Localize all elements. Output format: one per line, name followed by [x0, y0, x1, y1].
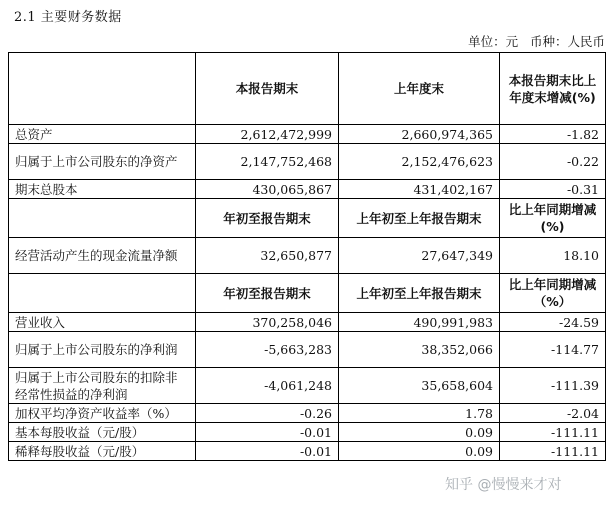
- header-ytd: 年初至报告期末: [196, 274, 339, 313]
- row-label: 基本每股收益（元/股）: [9, 423, 196, 442]
- value-prior: 431,402,167: [339, 180, 500, 199]
- value-current: -0.26: [196, 404, 339, 423]
- row-label: 营业收入: [9, 313, 196, 332]
- watermark: 知乎 @慢慢来才对: [445, 477, 562, 493]
- header-current-period-end: 本报告期末: [196, 53, 339, 125]
- value-current: 430,065,867: [196, 180, 339, 199]
- value-prior: 38,352,066: [339, 332, 500, 368]
- row-label: 加权平均净资产收益率（%）: [9, 404, 196, 423]
- table-row: [9, 332, 606, 368]
- header-blank-cell: [9, 53, 196, 125]
- value-change: 18.10: [500, 238, 606, 274]
- header-yoy-change: 比上年同期增减（%）: [500, 274, 606, 313]
- header-row-ytd: [9, 199, 606, 238]
- value-current: 2,147,752,468: [196, 144, 339, 180]
- value-prior: 35,658,604: [339, 368, 500, 404]
- section-title: 2.1 主要财务数据: [14, 10, 122, 25]
- value-change: -111.39: [500, 368, 606, 404]
- value-prior: 1.78: [339, 404, 500, 423]
- value-prior: 0.09: [339, 423, 500, 442]
- table-row: [9, 368, 606, 404]
- header-change-pct: 本报告期末比上年度末增减(%): [500, 53, 606, 125]
- row-label: 经营活动产生的现金流量净额: [9, 238, 196, 274]
- value-change: -2.04: [500, 404, 606, 423]
- header-blank-cell: [9, 199, 196, 238]
- value-prior: 490,991,983: [339, 313, 500, 332]
- value-change: -1.82: [500, 125, 606, 144]
- value-change: -111.11: [500, 442, 606, 461]
- value-change: -111.11: [500, 423, 606, 442]
- header-ytd: 年初至报告期末: [196, 199, 339, 238]
- value-current: 32,650,877: [196, 238, 339, 274]
- table-row: [9, 180, 606, 199]
- value-current: 370,258,046: [196, 313, 339, 332]
- table-row: [9, 144, 606, 180]
- value-current: -0.01: [196, 442, 339, 461]
- row-label: 归属于上市公司股东的净利润: [9, 332, 196, 368]
- table-row: [9, 423, 606, 442]
- value-prior: 2,152,476,623: [339, 144, 500, 180]
- unit-currency-line: 单位：元 币种：人民币: [468, 34, 605, 49]
- value-prior: 2,660,974,365: [339, 125, 500, 144]
- value-change: -24.59: [500, 313, 606, 332]
- header-prior-year-end: 上年度末: [339, 53, 500, 125]
- value-change: -0.22: [500, 144, 606, 180]
- financial-data-table: [8, 52, 606, 461]
- header-yoy-change: 比上年同期增减(%): [500, 199, 606, 238]
- value-current: -4,061,248: [196, 368, 339, 404]
- row-label: 期末总股本: [9, 180, 196, 199]
- value-prior: 0.09: [339, 442, 500, 461]
- table-row: [9, 125, 606, 144]
- table-row: [9, 313, 606, 332]
- header-prior-ytd: 上年初至上年报告期末: [339, 274, 500, 313]
- value-current: -5,663,283: [196, 332, 339, 368]
- header-row-period-end: [9, 53, 606, 125]
- value-change: -114.77: [500, 332, 606, 368]
- table-row: [9, 238, 606, 274]
- row-label: 总资产: [9, 125, 196, 144]
- row-label: 归属于上市公司股东的净资产: [9, 144, 196, 180]
- value-change: -0.31: [500, 180, 606, 199]
- table-row: [9, 404, 606, 423]
- value-current: -0.01: [196, 423, 339, 442]
- row-label: 稀释每股收益（元/股）: [9, 442, 196, 461]
- header-prior-ytd: 上年初至上年报告期末: [339, 199, 500, 238]
- value-current: 2,612,472,999: [196, 125, 339, 144]
- row-label: 归属于上市公司股东的扣除非经常性损益的净利润: [9, 368, 196, 404]
- value-prior: 27,647,349: [339, 238, 500, 274]
- header-blank-cell: [9, 274, 196, 313]
- table-row: [9, 442, 606, 461]
- header-row-ytd-income: [9, 274, 606, 313]
